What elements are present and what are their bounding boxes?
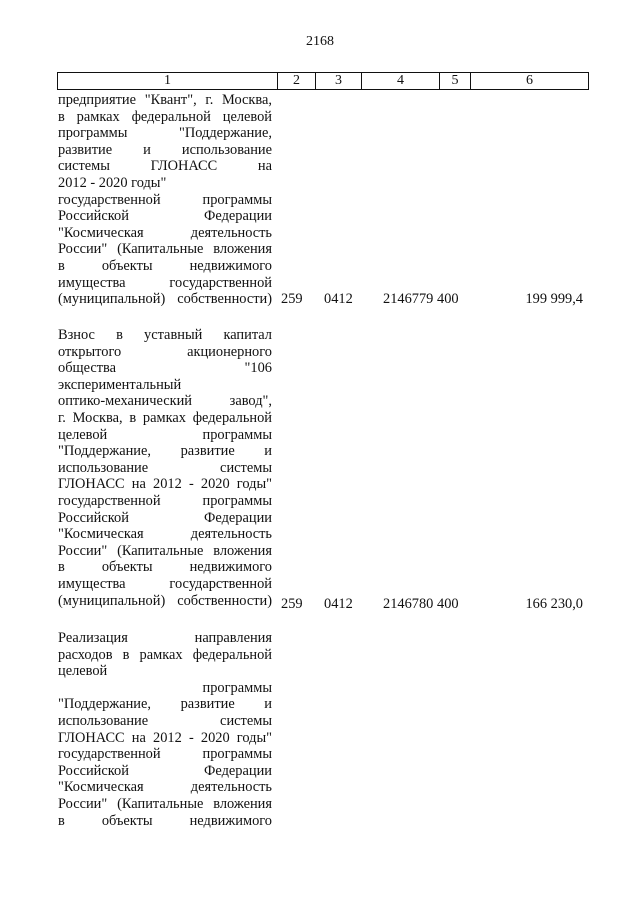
description-line: ГЛОНАСС на 2012 - 2020 годы": [58, 476, 272, 493]
description-line: "Космическая деятельность: [58, 224, 272, 241]
description-line: экспериментальный: [58, 376, 182, 393]
row-expense-type: 400: [437, 596, 459, 612]
description-line: предприятие "Квант", г. Москва,: [58, 92, 272, 108]
description-line: в объекты недвижимого: [58, 559, 272, 576]
column-header-5: 5: [440, 73, 471, 90]
row-section: 0412: [324, 596, 353, 612]
description-line: "Поддержание, развитие и: [58, 696, 272, 713]
description-line: "Поддержание, развитие и: [58, 443, 272, 460]
row-description: [58, 630, 272, 829]
description-line: государственной программы: [58, 746, 272, 763]
description-line: России" (Капитальные вложения: [58, 795, 272, 812]
column-header-2: 2: [278, 73, 316, 90]
column-header-table: [57, 72, 589, 90]
description-line: Взнос в уставный капитал: [58, 327, 272, 343]
description-line: общества "106: [58, 360, 272, 377]
row-code: 259: [281, 596, 303, 612]
description-line: в объекты недвижимого: [58, 257, 272, 274]
description-line: г. Москва, в рамках федеральной: [58, 409, 272, 426]
description-line: Российской Федерации: [58, 509, 272, 526]
description-line: развитие и использование: [58, 141, 272, 158]
description-line: расходов в рамках федеральной: [58, 646, 272, 663]
description-line: использование системы: [58, 712, 272, 729]
page-number: 2168: [306, 34, 334, 49]
description-line: "Космическая деятельность: [58, 526, 272, 543]
row-code: 259: [281, 291, 303, 307]
column-header-4: 4: [362, 73, 440, 90]
description-line: целевой программы: [58, 426, 272, 443]
row-expense-type: 400: [437, 291, 459, 307]
description-line: (муниципальной) собственности): [58, 291, 272, 308]
description-line: целевой: [58, 663, 108, 680]
row-article: 2146779: [383, 291, 434, 307]
description-line: России" (Капитальные вложения: [58, 542, 272, 559]
description-line: (муниципальной) собственности): [58, 592, 272, 609]
description-line: имущества государственной: [58, 274, 272, 291]
row-description: [58, 327, 272, 609]
row-description: [58, 92, 272, 308]
description-line: в объекты недвижимого: [58, 812, 272, 829]
description-line: использование системы: [58, 459, 272, 476]
row-sum: 166 230,0: [525, 596, 583, 612]
row-article: 2146780: [383, 596, 434, 612]
description-line: имущества государственной: [58, 575, 272, 592]
description-line: России" (Капитальные вложения: [58, 241, 272, 258]
description-line: ГЛОНАСС на 2012 - 2020 годы": [58, 729, 272, 746]
description-line: Российской Федерации: [58, 208, 272, 225]
description-line: Российской Федерации: [58, 762, 272, 779]
column-header-row: [58, 73, 589, 90]
description-line: государственной программы: [58, 492, 272, 509]
description-line: в рамках федеральной целевой: [58, 108, 272, 125]
description-line: оптико-механический завод",: [58, 393, 272, 410]
column-header-3: 3: [316, 73, 362, 90]
column-header-6: 6: [471, 73, 589, 90]
description-line: 2012 - 2020 годы": [58, 174, 167, 191]
description-line: "Космическая деятельность: [58, 779, 272, 796]
row-section: 0412: [324, 291, 353, 307]
description-line: программы: [202, 679, 272, 696]
column-header-1: 1: [58, 73, 278, 90]
description-line: открытого акционерного: [58, 343, 272, 360]
description-line: программы "Поддержание,: [58, 125, 272, 142]
row-sum: 199 999,4: [525, 291, 583, 307]
description-line: системы ГЛОНАСС на: [58, 158, 272, 175]
description-line: государственной программы: [58, 191, 272, 208]
description-line: Реализация направления: [58, 630, 272, 646]
